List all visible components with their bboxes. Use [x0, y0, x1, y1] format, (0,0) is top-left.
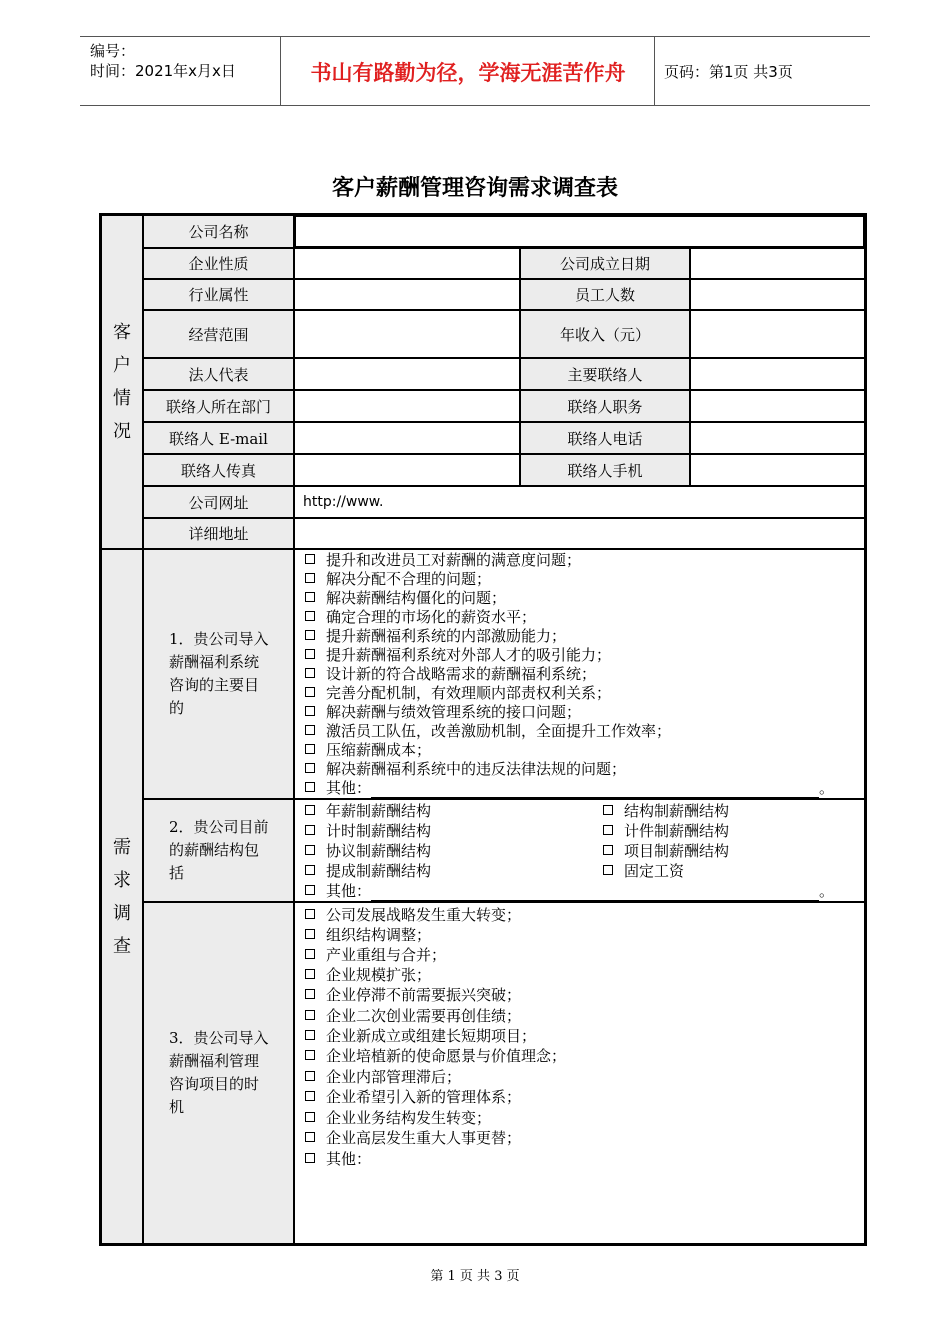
period-mark: 。	[819, 882, 835, 900]
checkbox-option-other[interactable]	[305, 881, 834, 901]
option-label: 计时制薪酬结构	[326, 822, 432, 840]
header-divider	[654, 37, 655, 105]
checkbox-icon[interactable]	[603, 805, 613, 815]
checkbox-option[interactable]	[305, 905, 521, 925]
option-label: 解决薪酬与绩效管理系统的接口问题；	[326, 703, 582, 721]
question-2-label	[143, 799, 294, 902]
option-label: 年薪制薪酬结构	[326, 802, 432, 820]
input-contact-phone[interactable]	[690, 422, 865, 454]
checkbox-option[interactable]	[305, 683, 611, 703]
section-char: 调	[113, 902, 131, 924]
checkbox-option[interactable]	[305, 1087, 521, 1107]
option-label: 企业规模扩张；	[326, 966, 432, 984]
header-page-info: 页码：第1页 共3页	[664, 63, 793, 81]
option-label: 完善分配机制，有效理顺内部责权利关系；	[326, 684, 612, 702]
option-label: 提升薪酬福利系统的内部激励能力；	[326, 627, 567, 645]
document-header	[80, 36, 870, 106]
checkbox-option[interactable]	[305, 569, 491, 589]
checkbox-option[interactable]	[305, 721, 671, 741]
section-char: 求	[113, 869, 131, 891]
option-label: 公司发展战略发生重大转变；	[326, 906, 522, 924]
checkbox-icon[interactable]	[305, 763, 315, 773]
page-title: 客户薪酬管理咨询需求调查表	[331, 176, 618, 201]
label-legal-rep: 法人代表	[143, 358, 294, 390]
option-label: 压缩薪酬成本；	[326, 741, 432, 759]
option-label: 企业停滞不前需要振兴突破；	[326, 986, 522, 1004]
checkbox-option[interactable]	[603, 821, 729, 841]
option-label: 设计新的符合战略需求的薪酬福利系统；	[326, 665, 597, 683]
label-industry: 行业属性	[143, 279, 294, 310]
option-label: 结构制薪酬结构	[624, 802, 730, 820]
checkbox-option[interactable]	[305, 1046, 566, 1066]
section-char: 况	[113, 421, 131, 442]
input-company-name[interactable]	[294, 215, 865, 248]
input-enterprise-nature[interactable]	[294, 248, 520, 279]
option-label: 其他：	[326, 1150, 372, 1168]
option-label: 企业希望引入新的管理体系；	[326, 1088, 522, 1106]
checkbox-option[interactable]	[305, 1067, 461, 1087]
checkbox-option[interactable]	[603, 841, 729, 861]
option-label: 企业二次创业需要再创佳绩；	[326, 1007, 522, 1025]
option-label: 企业业务结构发生转变；	[326, 1109, 492, 1127]
header-motto: 书山有路勤为径，学海无涯苦作舟	[310, 60, 626, 85]
checkbox-option[interactable]	[305, 1026, 536, 1046]
input-address[interactable]	[294, 518, 865, 549]
label-contact-phone: 联络人电话	[520, 422, 690, 454]
option-label: 解决薪酬福利系统中的违反法律法规的问题；	[326, 760, 627, 778]
period-mark: 。	[819, 779, 835, 797]
input-contact-dept[interactable]	[294, 390, 520, 422]
checkbox-option[interactable]	[305, 821, 431, 841]
checkbox-icon[interactable]	[305, 909, 315, 919]
question-2-text: 2．贵公司目前的薪酬结构包括	[169, 818, 269, 882]
checkbox-icon[interactable]	[305, 744, 315, 754]
checkbox-icon[interactable]	[305, 573, 315, 583]
checkbox-icon[interactable]	[305, 1112, 315, 1122]
checkbox-icon[interactable]	[305, 825, 315, 835]
checkbox-option[interactable]	[305, 861, 431, 881]
checkbox-option-other[interactable]	[305, 778, 834, 798]
option-label: 提升和改进员工对薪酬的满意度问题；	[326, 551, 582, 569]
question-1-text: 1．贵公司导入薪酬福利系统咨询的主要目的	[169, 630, 269, 717]
checkbox-option[interactable]	[305, 925, 431, 945]
checkbox-option[interactable]	[305, 588, 506, 608]
checkbox-icon[interactable]	[305, 865, 315, 875]
option-label: 企业内部管理滞后；	[326, 1068, 462, 1086]
option-label: 激活员工队伍，改善激励机制，全面提升工作效率；	[326, 722, 672, 740]
checkbox-option[interactable]	[305, 645, 611, 665]
checkbox-option[interactable]	[305, 626, 566, 646]
question-3-text: 3．贵公司导入薪酬福利管理咨询项目的时机	[169, 1029, 269, 1116]
question-3-label	[143, 902, 294, 1244]
header-divider	[280, 37, 281, 105]
input-legal-rep[interactable]	[294, 358, 520, 390]
checkbox-icon[interactable]	[305, 668, 315, 678]
option-label: 解决薪酬结构僵化的问题；	[326, 589, 507, 607]
checkbox-option[interactable]	[305, 1108, 491, 1128]
input-website[interactable]: http://www.	[294, 486, 865, 518]
input-contact-title[interactable]	[690, 390, 865, 422]
checkbox-option[interactable]	[305, 945, 446, 965]
checkbox-option[interactable]	[305, 1128, 521, 1148]
checkbox-icon[interactable]	[603, 825, 613, 835]
option-label: 计件制薪酬结构	[624, 822, 730, 840]
checkbox-option[interactable]	[305, 841, 431, 861]
checkbox-icon[interactable]	[305, 929, 315, 939]
checkbox-icon[interactable]	[305, 969, 315, 979]
option-label: 企业高层发生重大人事更替；	[326, 1129, 522, 1147]
option-label: 固定工资	[624, 862, 685, 880]
checkbox-option[interactable]	[305, 550, 581, 570]
other-input-line[interactable]	[371, 900, 819, 901]
checkbox-icon[interactable]	[305, 554, 315, 564]
section-label-needs	[101, 549, 143, 1244]
input-contact-email[interactable]	[294, 422, 520, 454]
checkbox-icon[interactable]	[305, 1132, 315, 1142]
header-meta	[90, 41, 236, 81]
checkbox-icon[interactable]	[305, 1050, 315, 1060]
label-business-scope: 经营范围	[143, 310, 294, 358]
checkbox-option[interactable]	[305, 740, 431, 760]
checkbox-option[interactable]	[305, 759, 626, 779]
checkbox-icon[interactable]	[305, 592, 315, 602]
time-label: 时间：2021年x月x日	[90, 62, 236, 80]
checkbox-icon[interactable]	[305, 805, 315, 815]
checkbox-icon[interactable]	[305, 885, 315, 895]
input-business-scope[interactable]	[294, 310, 520, 358]
section-label-customer	[101, 215, 143, 549]
checkbox-icon[interactable]	[305, 725, 315, 735]
option-label: 其他：	[326, 779, 372, 797]
checkbox-icon[interactable]	[305, 649, 315, 659]
label-contact-dept: 联络人所在部门	[143, 390, 294, 422]
option-label: 项目制薪酬结构	[624, 842, 730, 860]
checkbox-icon[interactable]	[305, 1030, 315, 1040]
question-2-options	[294, 799, 865, 902]
section-char: 客	[113, 322, 131, 343]
checkbox-option[interactable]	[305, 1006, 521, 1026]
input-employee-count[interactable]	[690, 279, 865, 310]
other-input-line[interactable]	[371, 797, 819, 798]
label-company-name: 公司名称	[143, 215, 294, 248]
question-1-label	[143, 549, 294, 799]
question-1-options	[294, 549, 865, 799]
label-website: 公司网址	[143, 486, 294, 518]
checkbox-icon[interactable]	[305, 989, 315, 999]
checkbox-option[interactable]	[305, 607, 536, 627]
label-contact-fax: 联络人传真	[143, 454, 294, 486]
label-main-contact: 主要联络人	[520, 358, 690, 390]
section-char: 户	[113, 355, 131, 376]
checkbox-icon[interactable]	[305, 1091, 315, 1101]
number-label: 编号：	[90, 42, 136, 60]
option-label: 提升薪酬福利系统对外部人才的吸引能力；	[326, 646, 612, 664]
option-label: 协议制薪酬结构	[326, 842, 432, 860]
input-main-contact[interactable]	[690, 358, 865, 390]
input-contact-fax[interactable]	[294, 454, 520, 486]
option-label: 其他：	[326, 882, 372, 900]
checkbox-icon[interactable]	[603, 865, 613, 875]
checkbox-icon[interactable]	[305, 630, 315, 640]
checkbox-option[interactable]	[603, 861, 684, 881]
checkbox-icon[interactable]	[305, 782, 315, 792]
label-employee-count: 员工人数	[520, 279, 690, 310]
option-label: 提成制薪酬结构	[326, 862, 432, 880]
checkbox-icon[interactable]	[305, 1071, 315, 1081]
checkbox-icon[interactable]	[305, 845, 315, 855]
checkbox-icon[interactable]	[305, 706, 315, 716]
label-contact-email: 联络人 E-mail	[143, 422, 294, 454]
input-contact-mobile[interactable]	[690, 454, 865, 486]
page-footer: 第 1 页 共 3 页	[430, 1269, 520, 1284]
option-label: 企业培植新的使命愿景与价值理念；	[326, 1047, 567, 1065]
checkbox-option-other[interactable]	[305, 1149, 371, 1169]
section-char: 情	[113, 388, 131, 409]
label-enterprise-nature: 企业性质	[143, 248, 294, 279]
label-annual-income: 年收入（元）	[520, 310, 690, 358]
checkbox-icon[interactable]	[305, 687, 315, 697]
input-annual-income[interactable]	[690, 310, 865, 358]
checkbox-option[interactable]	[305, 702, 581, 722]
option-label: 组织结构调整；	[326, 926, 432, 944]
checkbox-option[interactable]	[305, 801, 431, 821]
checkbox-option[interactable]	[603, 801, 729, 821]
input-founding-date[interactable]	[690, 248, 865, 279]
checkbox-icon[interactable]	[305, 611, 315, 621]
input-industry[interactable]	[294, 279, 520, 310]
checkbox-icon[interactable]	[305, 1010, 315, 1020]
label-contact-title: 联络人职务	[520, 390, 690, 422]
survey-form	[99, 213, 867, 1246]
option-label: 确定合理的市场化的薪资水平；	[326, 608, 537, 626]
checkbox-icon[interactable]	[305, 949, 315, 959]
option-label: 产业重组与合并；	[326, 946, 447, 964]
question-3-options	[294, 902, 865, 1244]
checkbox-icon[interactable]	[305, 1153, 315, 1163]
option-label: 企业新成立或组建长短期项目；	[326, 1027, 537, 1045]
label-contact-mobile: 联络人手机	[520, 454, 690, 486]
option-label: 解决分配不合理的问题；	[326, 570, 492, 588]
checkbox-option[interactable]	[305, 965, 431, 985]
section-char: 查	[113, 935, 131, 957]
checkbox-option[interactable]	[305, 664, 596, 684]
checkbox-option[interactable]	[305, 985, 521, 1005]
label-address: 详细地址	[143, 518, 294, 549]
label-founding-date: 公司成立日期	[520, 248, 690, 279]
section-char: 需	[113, 836, 131, 858]
checkbox-icon[interactable]	[603, 845, 613, 855]
